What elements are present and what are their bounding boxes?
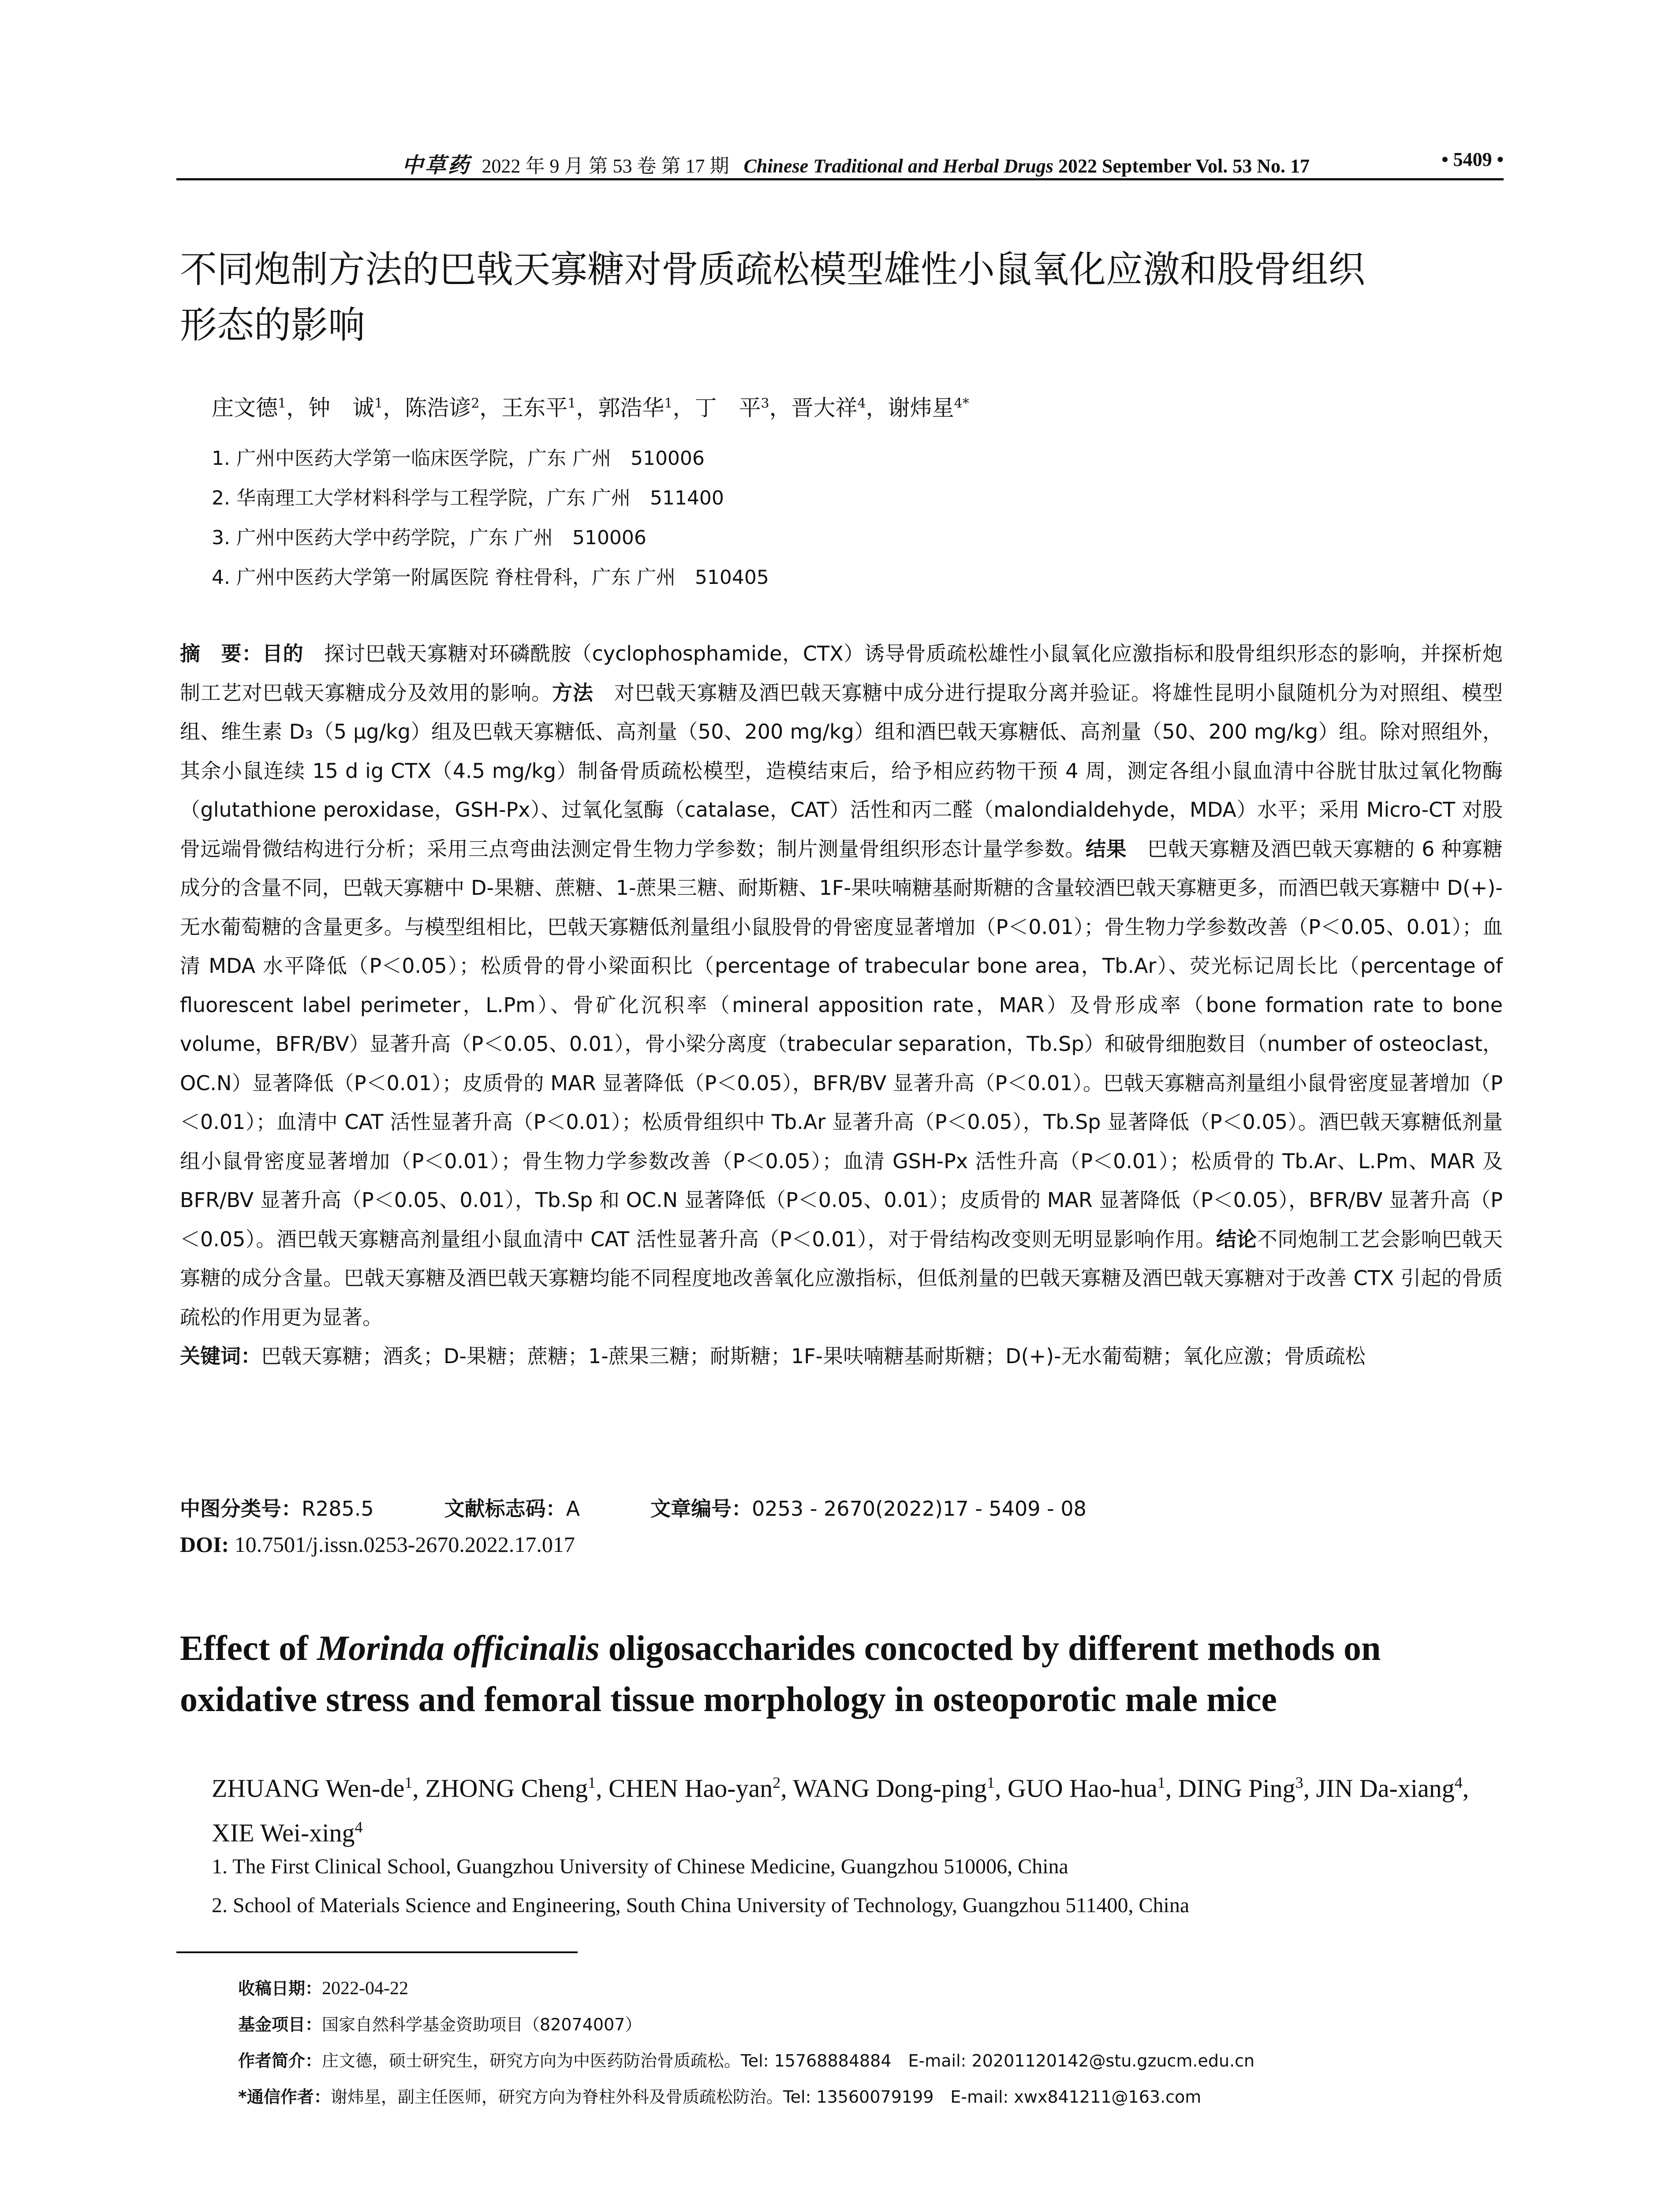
author-name: 晋大祥 <box>791 395 858 421</box>
author-name: DING Ping <box>1178 1774 1295 1803</box>
footnote-received <box>238 1970 1504 2007</box>
doi-value: 10.7501/j.issn.0253-2670.2022.17.017 <box>234 1532 575 1557</box>
conclusion-text: 不同炮制工艺会影响巴戟天寡糖的成分含量。巴戟天寡糖及酒巴戟天寡糖均能不同程度地改善氧化应激指标，但低剂量的巴戟天寡糖及酒巴戟天寡糖对于改善 CTX 引起的骨质疏松的作用更为显著。 <box>180 1227 1503 1329</box>
affiliation-cn-1: 1. 广州中医药大学第一临床医学院，广东 广州 510006 <box>212 447 705 470</box>
author-name: 庄文德 <box>212 395 278 421</box>
correspondence-text: 谢炜星，副主任医师，研究方向为脊柱外科及骨质疏松防治。Tel: 13560079199 E-mail: xwx841211@163.com <box>330 2087 1202 2107</box>
authors-en: ZHUANG Wen-$de^1$, ZHONG Cheng$^1$, CHEN Hao-yan$^2$, WANG Dong-ping$^1$, GUO Hao-hua$^1$, DING Ping$^3$, JIN Da-xiang$^4$, XIE Wei-xing$^4$ <box>212 1774 1469 1847</box>
affiliation-cn-2: 2. 华南理工大学材料科学与工程学院，广东 广州 511400 <box>212 487 724 509</box>
author-bio-text: 庄文德，硕士研究生，研究方向为中医药防治骨质疏松。Tel: 15768884884 E-mail: 20201120142@stu.gzucm.edu.cn <box>322 2051 1255 2070</box>
author-affiliation-mark: 3 <box>761 396 769 411</box>
title-cn-line-2: 形态的影响 <box>180 303 366 347</box>
method-text: 对巴戟天寡糖及酒巴戟天寡糖中成分进行提取分离并验证。将雄性昆明小鼠随机分为对照组、模型组、维生素 D₃（5 μg/kg）组及巴戟天寡糖低、高剂量（50、200 mg/kg）组和酒巴戟天寡糖低、高剂量（50、200 mg/kg）组。除对照组外，其余小鼠连续 15 d ig CTX（4.5 mg/kg）制备骨质疏松模型，造模结束后，给予相应药物干预 4 周，测定各组小鼠血清中谷胱甘肽过氧化物酶（glutathione peroxidase，GSH-Px）、过氧化氢酶（catalase，CAT）活性和丙二醛（malondialdehyde，MDA）水平；采用 Micro-CT 对股骨远端骨微结构进行分析；采用三点弯曲法测定骨生物力学参数；制片测量骨组织形态计量学参数。 <box>180 680 1503 861</box>
method-label: 方法 <box>552 680 594 705</box>
title-en-species: Morinda officinalis <box>317 1629 600 1668</box>
author-name: 陈浩谚 <box>405 395 471 421</box>
author-affiliation-mark: 1 <box>664 396 673 411</box>
keywords-text: 巴戟天寡糖；酒炙；D-果糖；蔗糖；1-蔗果三糖；耐斯糖；1F-果呋喃糖基耐斯糖；D(+)-无水葡萄糖；氧化应激；骨质疏松 <box>261 1344 1366 1368</box>
author-affiliation-mark: 2 <box>471 396 480 411</box>
author-affiliation-mark: 4 <box>355 1818 363 1836</box>
affiliation-cn-3: 3. 广州中医药大学中药学院，广东 广州 510006 <box>212 527 646 549</box>
author-affiliation-mark: 1 <box>374 396 383 411</box>
article-no-label: 文章编号： <box>650 1497 752 1521</box>
journal-info <box>402 148 1310 179</box>
author-name: 王东平 <box>501 395 568 421</box>
page-number: • 5409 • <box>1441 149 1504 170</box>
footnote-rule <box>176 1951 578 1953</box>
author-name: 郭浩华 <box>598 395 665 421</box>
result-label: 结果 <box>1085 837 1127 861</box>
classification-line <box>180 1493 1503 1522</box>
journal-cn-date: 2022 年 9 月 第 53 卷 第 17 期 <box>482 155 729 177</box>
header-rule <box>176 178 1504 180</box>
title-en-part-2: oligosaccharides concocted by different methods on oxidative stress and femoral tissue morphology in osteoporotic male mice <box>180 1629 1381 1719</box>
author-affiliation-mark: 1 <box>1157 1774 1165 1791</box>
received-label: 收稿日期： <box>238 1979 322 1998</box>
affiliation-en-2: 2. School of Materials Science and Engineering, South China University of Technology, Guangzhou 511400, China <box>212 1894 1190 1917</box>
author-name: GUO Hao-hua <box>1007 1774 1157 1803</box>
affiliation-cn-4: 4. 广州中医药大学第一附属医院 脊柱骨科，广东 广州 510405 <box>212 566 769 589</box>
author-name: 丁 平 <box>694 395 761 421</box>
footnotes <box>238 1970 1504 2115</box>
journal-en-name: Chinese Traditional and Herbal Drugs <box>743 155 1054 177</box>
author-affiliation-mark: 3 <box>1295 1774 1303 1791</box>
footnote-correspondence <box>238 2079 1504 2115</box>
author-affiliation-mark: 4 <box>857 396 866 411</box>
received-date: 2022-04-22 <box>322 1978 408 1999</box>
doi-label: DOI: <box>180 1532 229 1557</box>
author-affiliation-mark: 2 <box>773 1774 781 1791</box>
footnote-fund <box>238 2007 1504 2043</box>
journal-logo: 中草药 <box>402 153 471 178</box>
doc-code-label: 文献标志码： <box>444 1497 566 1521</box>
keywords-label: 关键词： <box>180 1344 261 1368</box>
footnote-author <box>238 2043 1504 2079</box>
conclusion-label: 结论 <box>1216 1227 1257 1251</box>
title-cn-line-1: 不同炮制方法的巴戟天寡糖对骨质疏松模型雄性小鼠氧化应激和股骨组织 <box>180 248 1366 291</box>
clc-value: R285.5 <box>302 1497 374 1521</box>
author-name: 谢炜星 <box>888 395 954 421</box>
fund-label: 基金项目： <box>238 2015 322 2034</box>
authors-cn: 庄文德$^1$，钟 诚$^1$，陈浩谚$^2$，王东平$^1$，郭浩华$^1$，丁 平$^3$，晋大祥$^4$，谢炜星$^{4*}$ <box>212 395 969 421</box>
abstract-label: 摘 要： <box>180 642 262 665</box>
author-name: XIE Wei-xing <box>212 1818 355 1847</box>
doc-code-value: A <box>566 1497 580 1521</box>
author-name: 钟 诚 <box>308 395 375 421</box>
affiliation-en-1: 1. The First Clinical School, Guangzhou University of Chinese Medicine, Guangzhou 510006, China <box>212 1855 1068 1878</box>
author-affiliation-mark: 4 <box>1454 1774 1463 1791</box>
author-affiliation-mark: 1 <box>404 1774 413 1791</box>
title-en-part-1: Effect of <box>180 1629 317 1668</box>
clc-label: 中图分类号： <box>180 1497 302 1521</box>
author-bio-label: 作者简介： <box>238 2051 322 2070</box>
author-affiliation-mark: 1 <box>567 396 576 411</box>
author-affiliation-mark: 1 <box>588 1774 596 1791</box>
objective-label: 目的 <box>262 642 304 665</box>
author-name: ZHONG Cheng <box>425 1774 588 1803</box>
author-name: JIN Da-xiang <box>1316 1774 1455 1803</box>
running-header <box>176 140 1504 180</box>
author-affiliation-mark: 4* <box>954 396 969 411</box>
result-text: 巴戟天寡糖及酒巴戟天寡糖的 6 种寡糖成分的含量不同，巴戟天寡糖中 D-果糖、蔗糖、1-蔗果三糖、耐斯糖、1F-果呋喃糖基耐斯糖的含量较酒巴戟天寡糖更多，而酒巴戟天寡糖中 D(+)-无水葡萄糖的含量更多。与模型组相比，巴戟天寡糖低剂量组小鼠股骨的骨密度显著增加（P＜0.01）；骨生物力学参数改善（P＜0.05、0.01）；血清 MDA 水平降低（P＜0.05）；松质骨的骨小梁面积比（percentage of trabecular bone area，Tb.Ar）、荧光标记周长比（percentage of fluorescent label perimeter，L.Pm）、骨矿化沉积率（mineral apposition rate，MAR）及骨形成率（bone formation rate to bone volume，BFR/BV）显著升高（P＜0.05、0.01），骨小梁分离度（trabecular separation，Tb.Sp）和破骨细胞数目（number of osteoclast，OC.N）显著降低（P＜0.01）；皮质骨的 MAR 显著降低（P＜0.05），BFR/BV 显著升高（P＜0.01）。巴戟天寡糖高剂量组小鼠骨密度显著增加（P＜0.01）；血清中 CAT 活性显著升高（P＜0.01）；松质骨组织中 Tb.Ar 显著升高（P＜0.05），Tb.Sp 显著降低（P＜0.05）。酒巴戟天寡糖低剂量组小鼠骨密度显著增加（P＜0.01）；骨生物力学参数改善（P＜0.05）；血清 GSH-Px 活性升高（P＜0.01）；松质骨的 Tb.Ar、L.Pm、MAR 及 BFR/BV 显著升高（P＜0.05、0.01），Tb.Sp 和 OC.N 显著降低（P＜0.05、0.01）；皮质骨的 MAR 显著降低（P＜0.05），BFR/BV 显著升高（P＜0.05）。酒巴戟天寡糖高剂量组小鼠血清中 CAT 活性显著升高（P＜0.01），对于骨结构改变则无明显影响作用。 <box>180 837 1503 1251</box>
author-name: CHEN Hao-yan <box>609 1774 773 1803</box>
title-en <box>180 1623 1507 1725</box>
fund-text: 国家自然科学基金资助项目（82074007） <box>322 2015 642 2034</box>
doi-line <box>180 1532 1503 1557</box>
objective-text: 探讨巴戟天寡糖对环磷酰胺（cyclophosphamide，CTX）诱导骨质疏松雄性小鼠氧化应激指标和股骨组织形态的影响，并探析炮制工艺对巴戟天寡糖成分及效用的影响。 <box>180 642 1503 705</box>
keywords <box>180 1337 1503 1376</box>
title-cn <box>180 242 1503 353</box>
author-affiliation-mark: 1 <box>986 1774 995 1791</box>
article-no-value: 0253 - 2670(2022)17 - 5409 - 08 <box>752 1497 1086 1521</box>
author-name: WANG Dong-ping <box>793 1774 987 1803</box>
journal-en-date: 2022 September Vol. 53 No. 17 <box>1058 155 1310 177</box>
author-name: ZHUANG Wen-de <box>212 1774 405 1803</box>
author-affiliation-mark: 1 <box>278 396 287 411</box>
correspondence-label: *通信作者： <box>238 2087 331 2107</box>
abstract <box>180 634 1503 1376</box>
